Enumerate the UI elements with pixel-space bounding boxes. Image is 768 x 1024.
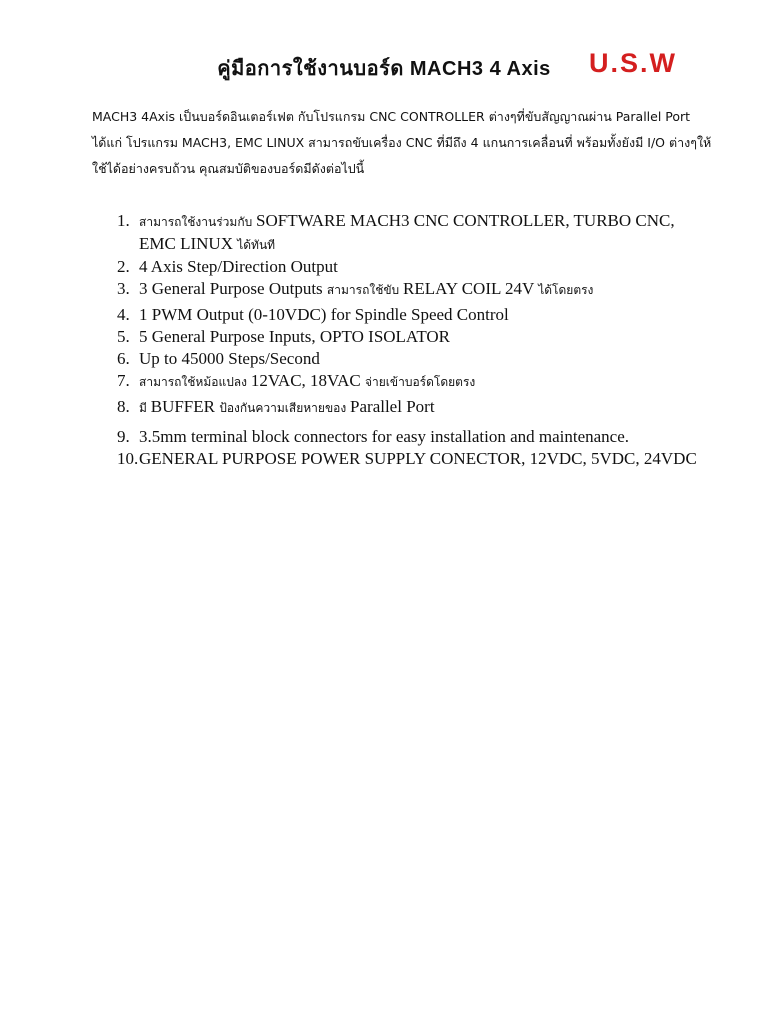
- list-item: [100, 304, 700, 326]
- list-item: [100, 210, 700, 256]
- intro-line: ได้แก่ โปรแกรม MACH3, EMC LINUX สามารถขับเครื่อง CNC ที่มีถึง 4 แกนการเคลื่อนที่ พร้อมทั้งยังมี I/O ต่างๆให้: [92, 134, 712, 150]
- intro-paragraph: [92, 104, 712, 182]
- list-item-text: [139, 370, 700, 393]
- list-item-number: 5.: [117, 327, 130, 346]
- list-item-number: 10.: [117, 449, 139, 468]
- thai-text: สามารถใช้หม้อแปลง: [139, 375, 251, 389]
- english-text: 4 Axis Step/Direction Output: [139, 257, 338, 276]
- intro-line: ใช้ได้อย่างครบถ้วน คุณสมบัติของบอร์ดมีดังต่อไปนี้: [92, 160, 365, 176]
- thai-text: ป้องกันความเสียหายของ: [219, 401, 351, 415]
- list-item: [100, 326, 700, 348]
- page-title: คู่มือการใช้งานบอร์ด MACH3 4 Axis: [217, 58, 551, 80]
- list-item-number: 9.: [117, 427, 130, 446]
- thai-text: สามารถใช้งานร่วมกับ: [139, 215, 257, 229]
- list-item: [100, 278, 700, 301]
- english-text: Up to 45000 Steps/Second: [139, 349, 320, 368]
- list-item-text: [139, 396, 700, 419]
- list-item-text: [139, 278, 700, 301]
- english-text: 3.5mm terminal block connectors for easy installation and maintenance.: [139, 427, 630, 446]
- thai-text: จ่ายเข้าบอร์ดโดยตรง: [365, 375, 476, 389]
- list-item-number: 1.: [117, 211, 130, 230]
- intro-line: MACH3 4Axis เป็นบอร์ดอินเตอร์เฟต กับโปรแกรม CNC CONTROLLER ต่างๆที่ขับสัญญาณผ่าน Parallel Port: [92, 108, 691, 124]
- list-item-number: 8.: [117, 397, 130, 416]
- list-item: [100, 396, 700, 419]
- list-item-number: 2.: [117, 257, 130, 276]
- list-item-text: [139, 426, 700, 448]
- list-item-text: [139, 326, 700, 348]
- list-item: [100, 448, 700, 470]
- english-text: GENERAL PURPOSE POWER SUPPLY CONECTOR, 12VDC, 5VDC, 24VDC: [139, 449, 697, 468]
- thai-text: สามารถใช้ขับ: [326, 283, 403, 297]
- english-text: 1 PWM Output (0-10VDC) for Spindle Speed Control: [139, 305, 509, 324]
- list-item: [100, 426, 700, 448]
- feature-list: [100, 210, 700, 470]
- list-item-text: [139, 348, 700, 370]
- list-item-number: 3.: [117, 279, 130, 298]
- english-text: 3 General Purpose Outputs: [139, 279, 327, 298]
- english-text: Parallel Port: [350, 397, 435, 416]
- english-text: 5 General Purpose Inputs, OPTO ISOLATOR: [139, 327, 451, 346]
- list-item: [100, 256, 700, 278]
- list-item-text: [139, 210, 700, 256]
- english-text: 12VAC, 18VAC: [250, 371, 365, 390]
- list-item-number: 6.: [117, 349, 130, 368]
- list-item-text: [139, 448, 700, 470]
- list-item-text: [139, 256, 700, 278]
- list-item-number: 4.: [117, 305, 130, 324]
- list-item: [100, 370, 700, 393]
- thai-text: ได้โดยตรง: [538, 283, 594, 297]
- thai-text: ได้ทันที: [237, 238, 276, 252]
- english-text: SOFTWARE MACH3 CNC CONTROLLER, TURBO CNC, EMC LINUX: [139, 211, 675, 253]
- english-text: BUFFER: [150, 397, 220, 416]
- list-item: [100, 348, 700, 370]
- english-text: RELAY COIL 24V: [402, 279, 539, 298]
- list-item-text: [139, 304, 700, 326]
- brand-logo-text: U.S.W: [589, 48, 677, 78]
- list-item-number: 7.: [117, 371, 130, 390]
- thai-text: มี: [139, 401, 151, 415]
